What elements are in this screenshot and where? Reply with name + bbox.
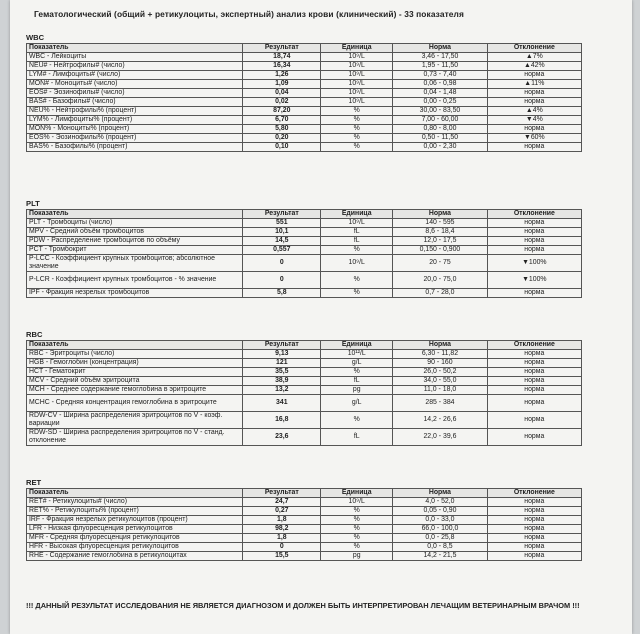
column-header: Норма	[393, 489, 487, 498]
disclaimer-footer: !!! ДАННЫЙ РЕЗУЛЬТАТ ИССЛЕДОВАНИЯ НЕ ЯВЛЯЕТСЯ ДИАГНОЗОМ И ДОЛЖЕН БЫТЬ ИНТЕРПРЕТИРОВАН ЛЕЧАЩИМ ВЕТЕРИНАРНЫМ ВРАЧОМ !!!	[26, 601, 580, 610]
column-header: Результат	[243, 210, 321, 219]
unit-value: %	[321, 368, 393, 377]
norm-range: 0,150 - 0,900	[393, 246, 487, 255]
unit-value: %	[321, 116, 393, 125]
norm-range: 0,04 - 1,48	[393, 89, 487, 98]
unit-value: %	[321, 543, 393, 552]
deviation-value: норма	[487, 386, 581, 395]
results-table	[26, 488, 582, 561]
norm-range: 7,00 - 60,00	[393, 116, 487, 125]
result-value: 24,7	[243, 498, 321, 507]
deviation-value: норма	[487, 377, 581, 386]
result-value: 9,13	[243, 350, 321, 359]
norm-range: 4,0 - 52,0	[393, 498, 487, 507]
deviation-value: ▼4%	[487, 116, 581, 125]
unit-value: %	[321, 534, 393, 543]
unit-value: %	[321, 143, 393, 152]
deviation-value: норма	[487, 289, 581, 298]
unit-value: %	[321, 272, 393, 289]
indicator-name: LYM% - Лимфоциты% (процент)	[27, 116, 243, 125]
deviation-value: норма	[487, 350, 581, 359]
column-header: Норма	[393, 44, 487, 53]
table-row	[27, 543, 582, 552]
indicator-name: MCV - Средний объём эритроцита	[27, 377, 243, 386]
unit-value: pg	[321, 386, 393, 395]
column-header: Отклонение	[487, 489, 581, 498]
table-row	[27, 237, 582, 246]
indicator-name: EOS# - Эозинофилы# (число)	[27, 89, 243, 98]
table-row	[27, 386, 582, 395]
result-value: 35,5	[243, 368, 321, 377]
unit-value: 10⁹/L	[321, 498, 393, 507]
unit-value: %	[321, 246, 393, 255]
norm-range: 66,0 - 100,0	[393, 525, 487, 534]
unit-value: 10⁹/L	[321, 89, 393, 98]
column-header: Показатель	[27, 44, 243, 53]
deviation-value: норма	[487, 395, 581, 412]
deviation-value: норма	[487, 143, 581, 152]
result-value: 0,02	[243, 98, 321, 107]
column-header: Единица	[321, 489, 393, 498]
table-row	[27, 134, 582, 143]
norm-range: 285 - 384	[393, 395, 487, 412]
deviation-value: ▼100%	[487, 255, 581, 272]
unit-value: 10⁹/L	[321, 71, 393, 80]
table-row	[27, 143, 582, 152]
table-row	[27, 507, 582, 516]
table-row	[27, 395, 582, 412]
column-header: Единица	[321, 341, 393, 350]
result-value: 551	[243, 219, 321, 228]
result-value: 87,20	[243, 107, 321, 116]
result-value: 5,8	[243, 289, 321, 298]
table-row	[27, 125, 582, 134]
result-value: 23,6	[243, 429, 321, 446]
deviation-value: норма	[487, 543, 581, 552]
column-header: Единица	[321, 44, 393, 53]
result-value: 0,557	[243, 246, 321, 255]
unit-value: g/L	[321, 395, 393, 412]
indicator-name: PDW - Распределение тромбоцитов по объёму	[27, 237, 243, 246]
column-header: Показатель	[27, 210, 243, 219]
indicator-name: NEU# - Нейтрофилы# (число)	[27, 62, 243, 71]
norm-range: 0,05 - 0,90	[393, 507, 487, 516]
table-row	[27, 412, 582, 429]
section-label: RET	[26, 478, 42, 487]
norm-range: 0,00 - 0,25	[393, 98, 487, 107]
table-row	[27, 272, 582, 289]
deviation-value: ▼100%	[487, 272, 581, 289]
result-value: 121	[243, 359, 321, 368]
unit-value: 10⁹/L	[321, 98, 393, 107]
indicator-name: RDW-SD - Ширина распределения эритроцитов по V - станд. отклонение	[27, 429, 243, 446]
table-row	[27, 429, 582, 446]
norm-range: 0,00 - 2,30	[393, 143, 487, 152]
unit-value: %	[321, 289, 393, 298]
indicator-name: MPV - Средний объём тромбоцитов	[27, 228, 243, 237]
unit-value: fL	[321, 377, 393, 386]
table-header-row	[27, 341, 582, 350]
unit-value: fL	[321, 228, 393, 237]
unit-value: %	[321, 507, 393, 516]
result-value: 16,34	[243, 62, 321, 71]
deviation-value: норма	[487, 412, 581, 429]
deviation-value: норма	[487, 89, 581, 98]
unit-value: %	[321, 107, 393, 116]
unit-value: 10⁹/L	[321, 80, 393, 89]
indicator-name: MCH - Среднее содержание гемоглобина в эритроците	[27, 386, 243, 395]
result-value: 0,04	[243, 89, 321, 98]
table-row	[27, 62, 582, 71]
result-value: 0	[243, 543, 321, 552]
indicator-name: HFR - Высокая флуоресценция ретикулоцитов	[27, 543, 243, 552]
deviation-value: норма	[487, 498, 581, 507]
unit-value: 10⁹/L	[321, 255, 393, 272]
norm-range: 0,0 - 8,5	[393, 543, 487, 552]
unit-value: %	[321, 525, 393, 534]
norm-range: 8,6 - 18,4	[393, 228, 487, 237]
unit-value: fL	[321, 429, 393, 446]
deviation-value: норма	[487, 125, 581, 134]
indicator-name: RET# - Ретикулоциты# (число)	[27, 498, 243, 507]
indicator-name: LFR - Низкая флуоресценция ретикулоцитов	[27, 525, 243, 534]
section-plt	[26, 199, 582, 298]
indicator-name: MFR - Средняя флуоресценция ретикулоцитов	[27, 534, 243, 543]
deviation-value: норма	[487, 359, 581, 368]
column-header: Норма	[393, 210, 487, 219]
unit-value: 10⁹/L	[321, 219, 393, 228]
results-table	[26, 43, 582, 152]
result-value: 1,26	[243, 71, 321, 80]
norm-range: 22,0 - 39,6	[393, 429, 487, 446]
indicator-name: RBC - Эритроциты (число)	[27, 350, 243, 359]
result-value: 15,5	[243, 552, 321, 561]
result-value: 1,8	[243, 534, 321, 543]
indicator-name: HCT - Гематокрит	[27, 368, 243, 377]
norm-range: 3,46 - 17,50	[393, 53, 487, 62]
unit-value: g/L	[321, 359, 393, 368]
table-row	[27, 219, 582, 228]
table-header-row	[27, 44, 582, 53]
deviation-value: норма	[487, 534, 581, 543]
norm-range: 20,0 - 75,0	[393, 272, 487, 289]
table-row	[27, 53, 582, 62]
indicator-name: MON# - Моноциты# (число)	[27, 80, 243, 89]
unit-value: 10¹²/L	[321, 350, 393, 359]
deviation-value: норма	[487, 98, 581, 107]
table-row	[27, 516, 582, 525]
section-label: PLT	[26, 199, 40, 208]
indicator-name: IRF - Фракция незрелых ретикулоцитов (процент)	[27, 516, 243, 525]
results-table	[26, 340, 582, 446]
indicator-name: P-LCR - Коэффициент крупных тромбоцитов - % значение	[27, 272, 243, 289]
table-row	[27, 116, 582, 125]
section-wbc	[26, 33, 582, 152]
unit-value: %	[321, 125, 393, 134]
result-value: 98,2	[243, 525, 321, 534]
deviation-value: норма	[487, 525, 581, 534]
table-row	[27, 289, 582, 298]
indicator-name: WBC - Лейкоциты	[27, 53, 243, 62]
column-header: Результат	[243, 341, 321, 350]
norm-range: 30,00 - 83,50	[393, 107, 487, 116]
norm-range: 14,2 - 26,6	[393, 412, 487, 429]
norm-range: 0,50 - 11,50	[393, 134, 487, 143]
norm-range: 0,0 - 25,8	[393, 534, 487, 543]
indicator-name: BAS% - Базофилы% (процент)	[27, 143, 243, 152]
deviation-value: норма	[487, 368, 581, 377]
deviation-value: норма	[487, 429, 581, 446]
result-value: 38,9	[243, 377, 321, 386]
indicator-name: PLT - Тромбоциты (число)	[27, 219, 243, 228]
table-row	[27, 80, 582, 89]
column-header: Результат	[243, 489, 321, 498]
table-header-row	[27, 489, 582, 498]
indicator-name: LYM# - Лимфоциты# (число)	[27, 71, 243, 80]
column-header: Норма	[393, 341, 487, 350]
result-value: 6,70	[243, 116, 321, 125]
table-row	[27, 525, 582, 534]
table-header-row	[27, 210, 582, 219]
indicator-name: RDW-CV - Ширина распределения эритроцитов по V - коэф. вариации	[27, 412, 243, 429]
report-title: Гематологический (общий + ретикулоциты, экспертный) анализ крови (клинический) - 33 показателя	[34, 9, 464, 19]
indicator-name: HGB - Гемоглобин (концентрация)	[27, 359, 243, 368]
column-header: Отклонение	[487, 44, 581, 53]
unit-value: %	[321, 516, 393, 525]
indicator-name: RHE - Содержание гемоглобина в ретикулоцитах	[27, 552, 243, 561]
column-header: Единица	[321, 210, 393, 219]
norm-range: 1,95 - 11,50	[393, 62, 487, 71]
deviation-value: норма	[487, 507, 581, 516]
result-value: 14,5	[243, 237, 321, 246]
column-header: Показатель	[27, 489, 243, 498]
table-row	[27, 359, 582, 368]
table-row	[27, 71, 582, 80]
deviation-value: норма	[487, 516, 581, 525]
unit-value: fL	[321, 237, 393, 246]
indicator-name: P-LCC - Коэффициент крупных тромбоцитов; абсолютное значение	[27, 255, 243, 272]
norm-range: 14,2 - 21,5	[393, 552, 487, 561]
norm-range: 90 - 160	[393, 359, 487, 368]
result-value: 0	[243, 255, 321, 272]
section-rbc	[26, 330, 582, 446]
deviation-value: норма	[487, 237, 581, 246]
indicator-name: MCHC - Средняя концентрация гемоглобина в эритроците	[27, 395, 243, 412]
column-header: Результат	[243, 44, 321, 53]
norm-range: 0,80 - 8,00	[393, 125, 487, 134]
table-row	[27, 350, 582, 359]
result-value: 5,80	[243, 125, 321, 134]
deviation-value: норма	[487, 228, 581, 237]
norm-range: 140 - 595	[393, 219, 487, 228]
table-row	[27, 368, 582, 377]
unit-value: 10⁹/L	[321, 62, 393, 71]
deviation-value: ▼60%	[487, 134, 581, 143]
indicator-name: BAS# - Базофилы# (число)	[27, 98, 243, 107]
section-ret	[26, 478, 582, 561]
column-header: Отклонение	[487, 341, 581, 350]
table-row	[27, 377, 582, 386]
deviation-value: норма	[487, 219, 581, 228]
deviation-value: норма	[487, 246, 581, 255]
norm-range: 0,7 - 28,0	[393, 289, 487, 298]
deviation-value: ▲7%	[487, 53, 581, 62]
norm-range: 20 - 75	[393, 255, 487, 272]
norm-range: 0,0 - 33,0	[393, 516, 487, 525]
indicator-name: EOS% - Эозинофилы% (процент)	[27, 134, 243, 143]
indicator-name: NEU% - Нейтрофилы% (процент)	[27, 107, 243, 116]
deviation-value: ▲4%	[487, 107, 581, 116]
table-row	[27, 255, 582, 272]
section-label: RBC	[26, 330, 43, 339]
table-row	[27, 89, 582, 98]
norm-range: 0,73 - 7,40	[393, 71, 487, 80]
result-value: 18,74	[243, 53, 321, 62]
table-row	[27, 228, 582, 237]
result-value: 1,09	[243, 80, 321, 89]
result-value: 1,8	[243, 516, 321, 525]
norm-range: 26,0 - 50,2	[393, 368, 487, 377]
section-label: WBC	[26, 33, 45, 42]
indicator-name: PCT - Тромбокрит	[27, 246, 243, 255]
table-row	[27, 534, 582, 543]
unit-value: pg	[321, 552, 393, 561]
column-header: Отклонение	[487, 210, 581, 219]
result-value: 0,27	[243, 507, 321, 516]
result-value: 16,8	[243, 412, 321, 429]
result-value: 0,10	[243, 143, 321, 152]
norm-range: 11,0 - 18,0	[393, 386, 487, 395]
column-header: Показатель	[27, 341, 243, 350]
unit-value: %	[321, 412, 393, 429]
unit-value: %	[321, 134, 393, 143]
result-value: 341	[243, 395, 321, 412]
result-value: 0,20	[243, 134, 321, 143]
norm-range: 34,0 - 55,0	[393, 377, 487, 386]
norm-range: 0,06 - 0,98	[393, 80, 487, 89]
deviation-value: норма	[487, 71, 581, 80]
table-row	[27, 552, 582, 561]
deviation-value: ▲42%	[487, 62, 581, 71]
unit-value: 10⁹/L	[321, 53, 393, 62]
deviation-value: норма	[487, 552, 581, 561]
table-row	[27, 98, 582, 107]
result-value: 13,2	[243, 386, 321, 395]
indicator-name: RET% - Ретикулоциты% (процент)	[27, 507, 243, 516]
table-row	[27, 107, 582, 116]
results-table	[26, 209, 582, 298]
result-value: 0	[243, 272, 321, 289]
indicator-name: MON% - Моноциты% (процент)	[27, 125, 243, 134]
result-value: 10,1	[243, 228, 321, 237]
indicator-name: IPF - Фракция незрелых тромбоцитов	[27, 289, 243, 298]
table-row	[27, 498, 582, 507]
norm-range: 12,0 - 17,5	[393, 237, 487, 246]
table-row	[27, 246, 582, 255]
norm-range: 6,30 - 11,82	[393, 350, 487, 359]
deviation-value: ▲11%	[487, 80, 581, 89]
